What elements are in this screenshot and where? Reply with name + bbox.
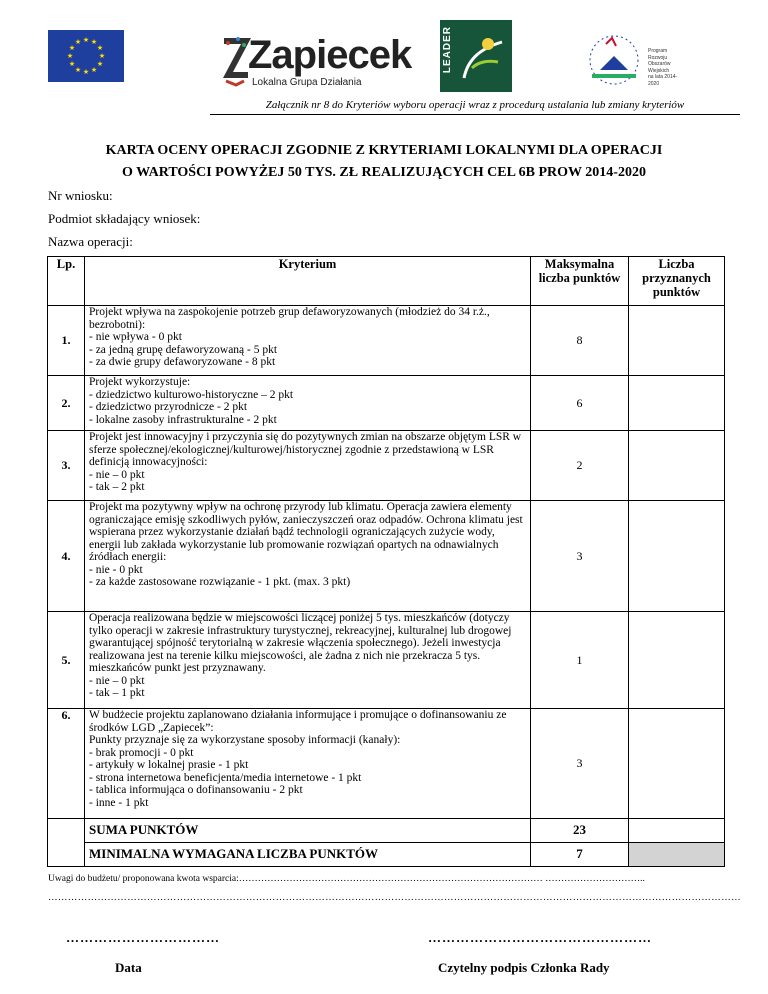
header-max-points: Maksymalna liczba punktów: [531, 257, 629, 306]
svg-text:★: ★: [68, 44, 76, 52]
min-label: MINIMALNA WYMAGANA LICZBA PUNKTÓW: [85, 843, 531, 867]
min-value: 7: [531, 843, 629, 867]
max-points: 6: [531, 376, 629, 431]
table-row: [48, 709, 725, 819]
svg-text:★: ★: [82, 68, 90, 76]
max-points: 2: [531, 431, 629, 501]
annex-underline: [210, 114, 740, 115]
svg-text:★: ★: [68, 60, 76, 68]
max-points: 8: [531, 306, 629, 376]
prow-logo: [582, 30, 682, 90]
svg-text:★: ★: [98, 52, 106, 60]
empty-cell: [48, 819, 85, 843]
zapiecek-name: Zapiecek: [248, 33, 412, 77]
awarded-points-cell[interactable]: [629, 376, 725, 431]
awarded-points-cell[interactable]: [629, 709, 725, 819]
criterion-text: Operacja realizowana będzie w miejscowości liczącej poniżej 5 tys. mieszkańców (dotyczy tylko operacji w zakresie infrastruktury turystycznej, rekreacyjnej, kulturalnej lub drogowej gwarantującej spójność terytorialną w zakresie włączenia społecznego). Jeżeli inwestycja realizowana jest na terenie kilku miejscowości, ale żadna z nich nie przekracza 5 tys. mieszkańców punkt jest przyznawany. - nie – 0 pkt - tak – 1 pkt: [85, 612, 531, 709]
table-row: [48, 501, 725, 612]
applicant-label: Podmiot składający wniosek:: [48, 211, 201, 226]
application-number-label: Nr wniosku:: [48, 188, 113, 203]
svg-text:★: ★: [82, 36, 90, 44]
awarded-points-cell[interactable]: [629, 612, 725, 709]
leader-logo: [440, 20, 512, 92]
criterion-text: Projekt wpływa na zaspokojenie potrzeb grup defaworyzowanych (młodzież do 34 r.ż., bezrobotni): - nie wpływa - 0 pkt - za jedną grupę defaworyzowaną - 5 pkt - za dwie grupy defaworyzowane - 8 pkt: [85, 306, 531, 376]
row-number: 3.: [48, 431, 85, 501]
sum-label: SUMA PUNKTÓW: [85, 819, 531, 843]
awarded-points-cell[interactable]: [629, 306, 725, 376]
operation-name-label: Nazwa operacji:: [48, 234, 133, 249]
prow-line: Obszarów: [648, 61, 671, 67]
budget-remarks: Uwagi do budżetu/ proponowana kwota wsparcia:…………………………………………………………………………………… …………………………..: [48, 874, 645, 884]
sum-awarded-cell[interactable]: [629, 819, 725, 843]
criterion-text: Projekt ma pozytywny wpływ na ochronę przyrody lub klimatu. Operacja zawiera elementy ograniczające emisję szkodliwych pyłów, zanieczyszczeń oraz odpadów. Ochrona klimatu jest wspierana przez wykorzystanie działań bądź technologii ograniczających zużycie wody, energii lub zakłada wykorzystanie lub promowanie rozwiązań opartych na odnawialnych źródłach energii: - nie - 0 pkt - za każde zastosowane rozwiązanie - 1 pkt. (max. 3 pkt): [85, 501, 531, 612]
prow-text: [648, 48, 688, 87]
max-points: 3: [531, 709, 629, 819]
remarks-dotted-line: …………………………………………………………………………………………………………………………………………………………………………………………: [48, 893, 741, 903]
criterion-text: Projekt wykorzystuje: - dziedzictwo kulturowo-historyczne – 2 pkt - dziedzictwo przyrodnicze - 2 pkt - lokalne zasoby infrastrukturalne - 2 pkt: [85, 376, 531, 431]
sum-row: [48, 819, 725, 843]
header-lp: Lp.: [48, 257, 85, 306]
prow-line: Program: [648, 48, 668, 54]
leader-text: LEADER: [442, 26, 453, 74]
row-number: 2.: [48, 376, 85, 431]
svg-text:★: ★: [96, 60, 104, 68]
min-row: [48, 843, 725, 867]
date-label: Data: [115, 960, 142, 975]
svg-text:★: ★: [90, 38, 98, 46]
table-row: [48, 306, 725, 376]
prow-line: na lata 2014-2020: [648, 74, 678, 87]
table-header-row: [48, 257, 725, 306]
table-row: [48, 431, 725, 501]
leader-leaf-icon: [458, 28, 508, 84]
page-title-line2: O WARTOŚCI POWYŻEJ 50 TYS. ZŁ REALIZUJĄCYCH CEL 6B PROW 2014-2020: [122, 165, 646, 180]
criteria-table: [47, 256, 725, 867]
svg-text:★: ★: [90, 66, 98, 74]
eu-flag-logo: [48, 30, 124, 82]
header-criterion: Kryterium: [85, 257, 531, 306]
row-number: 1.: [48, 306, 85, 376]
empty-cell: [48, 843, 85, 867]
awarded-points-cell[interactable]: [629, 431, 725, 501]
zapiecek-logo: [222, 33, 412, 91]
signature-dotted-line: …………………………………………: [428, 930, 652, 945]
signature-label: Czytelny podpis Członka Rady: [438, 960, 610, 975]
max-points: 3: [531, 501, 629, 612]
table-row: [48, 376, 725, 431]
min-grey-cell: [629, 843, 725, 867]
svg-text:★: ★: [74, 66, 82, 74]
prow-line: Rozwoju: [648, 54, 668, 61]
prow-line: Wiejskich: [648, 67, 670, 74]
eu-stars-icon: [48, 30, 124, 82]
annex-note: Załącznik nr 8 do Kryteriów wyboru operacji wraz z procedurą ustalania lub zmiany kryteriów: [265, 99, 685, 111]
row-number: 4.: [48, 501, 85, 612]
table-row: [48, 612, 725, 709]
criterion-text: W budżecie projektu zaplanowano działania informujące i promujące o dofinansowaniu ze środków LGD „Zapiecek”: Punkty przyznaje się za wykorzystane sposoby informacji (kanały): - brak promocji - 0 pkt - artykuły w lokalnej prasie - 1 pkt - strona internetowa beneficjenta/media internetowe - 1 pkt - tablica informująca o dofinansowaniu - 2 pkt - inne - 1 pkt: [85, 709, 531, 819]
zapiecek-subtitle: Lokalna Grupa Działania: [252, 77, 362, 88]
page-title-line1: KARTA OCENY OPERACJI ZGODNIE Z KRYTERIAMI LOKALNYMI DLA OPERACJI: [105, 143, 663, 158]
date-dotted-line: ……………………………: [66, 930, 220, 945]
svg-text:★: ★: [74, 38, 82, 46]
sum-value: 23: [531, 819, 629, 843]
row-number: 5.: [48, 612, 85, 709]
criterion-text: Projekt jest innowacyjny i przyczynia się do pozytywnych zmian na obszarze objętym LSR w sferze społecznej/ekologicznej/kulturowej/historycznej zgodnie z przedstawioną w LSR definicją innowacyjności: - nie – 0 pkt - tak – 2 pkt: [85, 431, 531, 501]
prow-emblem-icon: [582, 30, 646, 90]
svg-text:★: ★: [66, 52, 74, 60]
svg-text:★: ★: [96, 44, 104, 52]
row-number: 6.: [48, 709, 85, 819]
header-awarded-points: Liczba przyznanych punktów: [629, 257, 725, 306]
max-points: 1: [531, 612, 629, 709]
awarded-points-cell[interactable]: [629, 501, 725, 612]
